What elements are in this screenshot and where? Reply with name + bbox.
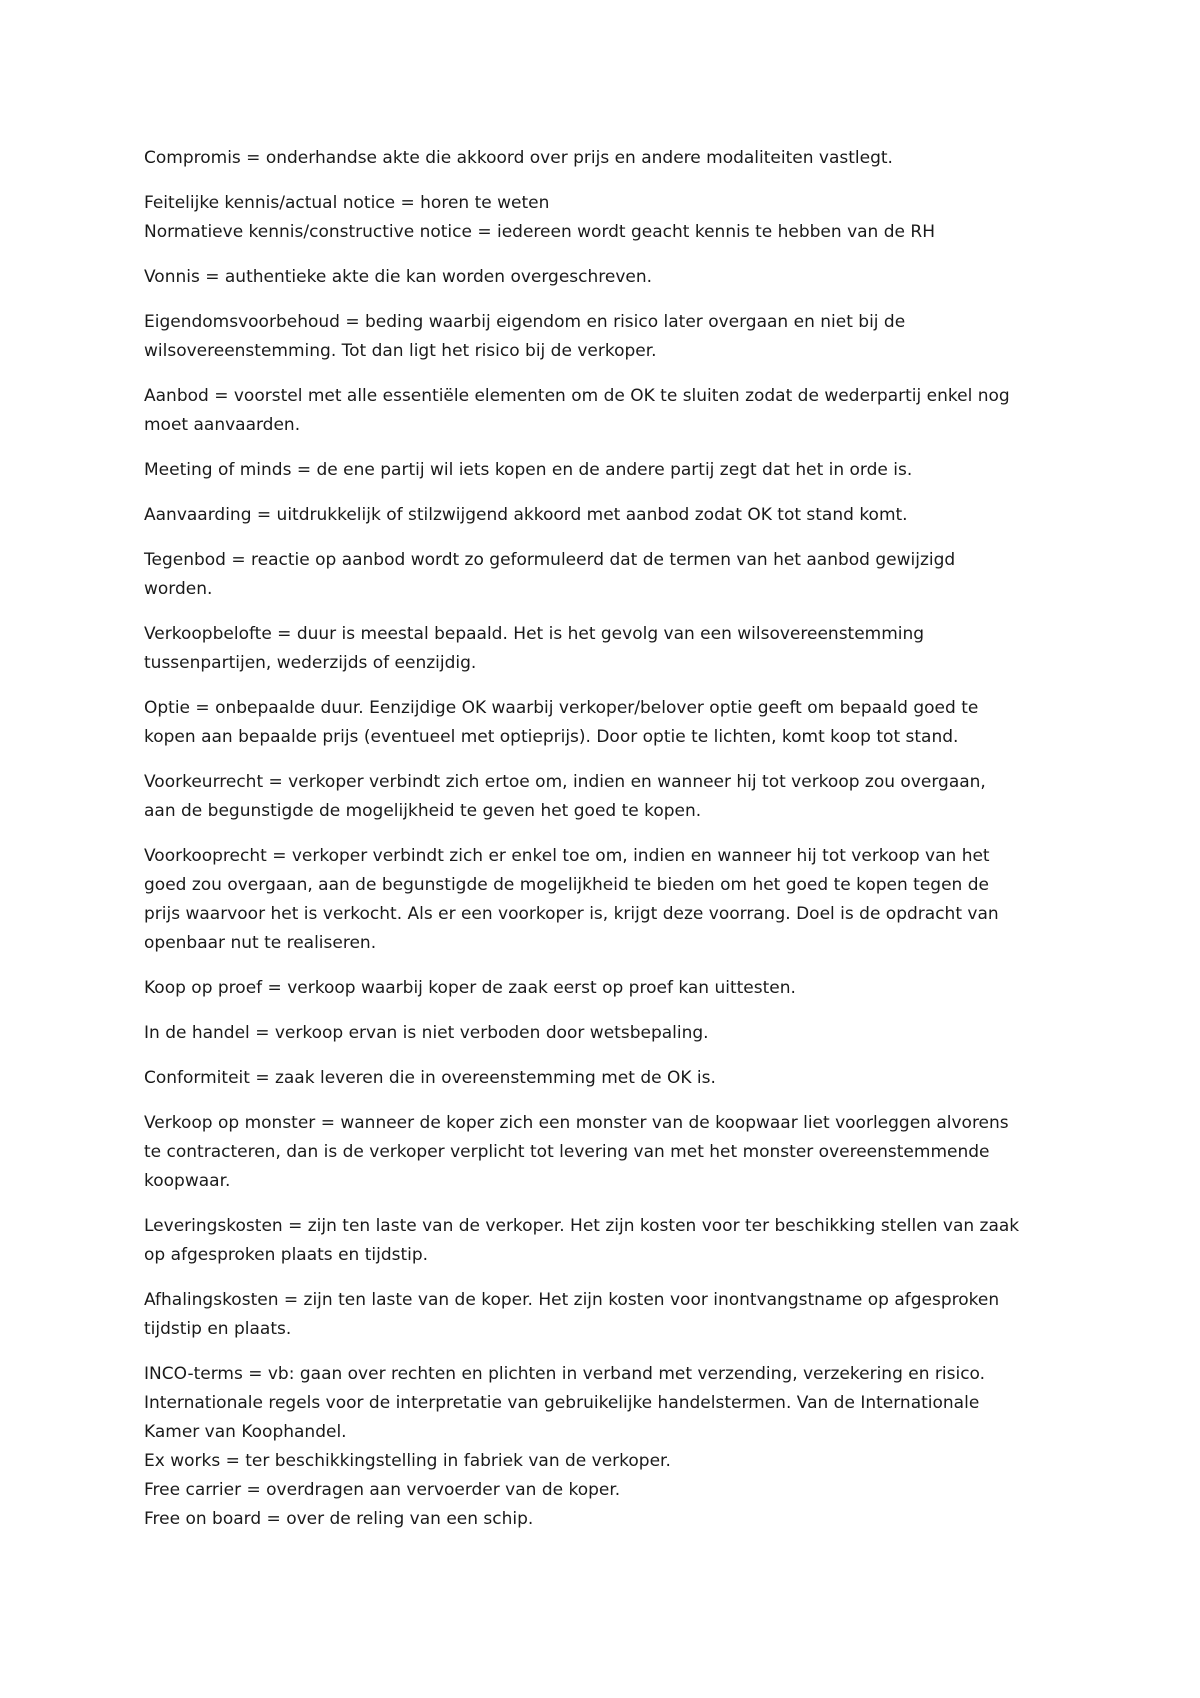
text-line: Tegenbod = reactie op aanbod wordt zo geformuleerd dat de termen van het aanbod gewijzigd — [144, 550, 956, 570]
paragraph — [144, 1360, 1064, 1534]
text-line: Leveringskosten = zijn ten laste van de verkoper. Het zijn kosten voor ter beschikking stellen van zaak — [144, 1216, 1020, 1236]
text-line: op afgesproken plaats en tijdstip. — [144, 1245, 429, 1265]
text-line: wilsovereenstemming. Tot dan ligt het risico bij de verkoper. — [144, 341, 657, 361]
paragraph — [144, 263, 1064, 292]
text-line: worden. — [144, 579, 213, 599]
text-line: tijdstip en plaats. — [144, 1319, 292, 1339]
text-line: moet aanvaarden. — [144, 415, 301, 435]
paragraph — [144, 974, 1064, 1003]
paragraph — [144, 1064, 1064, 1093]
paragraph — [144, 144, 1064, 173]
text-line: goed zou overgaan, aan de begunstigde de mogelijkheid te bieden om het goed te kopen tegen de — [144, 875, 989, 895]
text-line: Compromis = onderhandse akte die akkoord over prijs en andere modaliteiten vastlegt. — [144, 148, 893, 168]
text-line: INCO-terms = vb: gaan over rechten en plichten in verband met verzending, verzekering en risico. — [144, 1364, 986, 1384]
paragraph — [144, 308, 1064, 366]
paragraph — [144, 1019, 1064, 1048]
text-line: In de handel = verkoop ervan is niet verboden door wetsbepaling. — [144, 1023, 709, 1043]
text-line: Vonnis = authentieke akte die kan worden overgeschreven. — [144, 267, 653, 287]
text-line: Verkoopbelofte = duur is meestal bepaald. Het is het gevolg van een wilsovereenstemming — [144, 624, 925, 644]
paragraph — [144, 842, 1064, 958]
text-line: Optie = onbepaalde duur. Eenzijdige OK waarbij verkoper/belover optie geeft om bepaald goed te — [144, 698, 979, 718]
text-line: Feitelijke kennis/actual notice = horen te weten — [144, 193, 550, 213]
text-line: kopen aan bepaalde prijs (eventueel met optieprijs). Door optie te lichten, komt koop tot stand. — [144, 727, 959, 747]
text-line: Voorkeurrecht = verkoper verbindt zich ertoe om, indien en wanneer hij tot verkoop zou overgaan, — [144, 772, 986, 792]
paragraph — [144, 620, 1064, 678]
paragraph — [144, 694, 1064, 752]
text-line: aan de begunstigde de mogelijkheid te geven het goed te kopen. — [144, 801, 702, 821]
text-line: Afhalingskosten = zijn ten laste van de koper. Het zijn kosten voor inontvangstname op afgesproken — [144, 1290, 1000, 1310]
text-line: Aanbod = voorstel met alle essentiële elementen om de OK te sluiten zodat de wederpartij enkel nog — [144, 386, 1010, 406]
text-line: Aanvaarding = uitdrukkelijk of stilzwijgend akkoord met aanbod zodat OK tot stand komt. — [144, 505, 908, 525]
paragraph — [144, 768, 1064, 826]
text-line: Meeting of minds = de ene partij wil iets kopen en de andere partij zegt dat het in orde is. — [144, 460, 913, 480]
text-line: Ex works = ter beschikkingstelling in fabriek van de verkoper. — [144, 1451, 671, 1471]
text-line: tussenpartijen, wederzijds of eenzijdig. — [144, 653, 477, 673]
text-line: Free on board = over de reling van een schip. — [144, 1509, 534, 1529]
paragraph — [144, 382, 1064, 440]
paragraph — [144, 546, 1064, 604]
text-line: koopwaar. — [144, 1171, 231, 1191]
text-line: Koop op proef = verkoop waarbij koper de zaak eerst op proef kan uittesten. — [144, 978, 796, 998]
paragraph — [144, 456, 1064, 485]
paragraph — [144, 1109, 1064, 1196]
paragraph — [144, 1212, 1064, 1270]
text-line: te contracteren, dan is de verkoper verplicht tot levering van met het monster overeenstemmende — [144, 1142, 990, 1162]
paragraph — [144, 501, 1064, 530]
paragraph — [144, 1286, 1064, 1344]
text-line: Conformiteit = zaak leveren die in overeenstemming met de OK is. — [144, 1068, 716, 1088]
text-line: Free carrier = overdragen aan vervoerder van de koper. — [144, 1480, 621, 1500]
text-line: Voorkooprecht = verkoper verbindt zich er enkel toe om, indien en wanneer hij tot verkoop van het — [144, 846, 990, 866]
text-line: Eigendomsvoorbehoud = beding waarbij eigendom en risico later overgaan en niet bij de — [144, 312, 906, 332]
document-body — [144, 144, 1064, 1550]
text-line: Kamer van Koophandel. — [144, 1422, 347, 1442]
text-line: Verkoop op monster = wanneer de koper zich een monster van de koopwaar liet voorleggen alvorens — [144, 1113, 1009, 1133]
text-line: Normatieve kennis/constructive notice = iedereen wordt geacht kennis te hebben van de RH — [144, 222, 935, 242]
text-line: Internationale regels voor de interpretatie van gebruikelijke handelstermen. Van de Internationale — [144, 1393, 980, 1413]
paragraph — [144, 189, 1064, 247]
text-line: openbaar nut te realiseren. — [144, 933, 377, 953]
text-line: prijs waarvoor het is verkocht. Als er een voorkoper is, krijgt deze voorrang. Doel is de opdracht van — [144, 904, 999, 924]
